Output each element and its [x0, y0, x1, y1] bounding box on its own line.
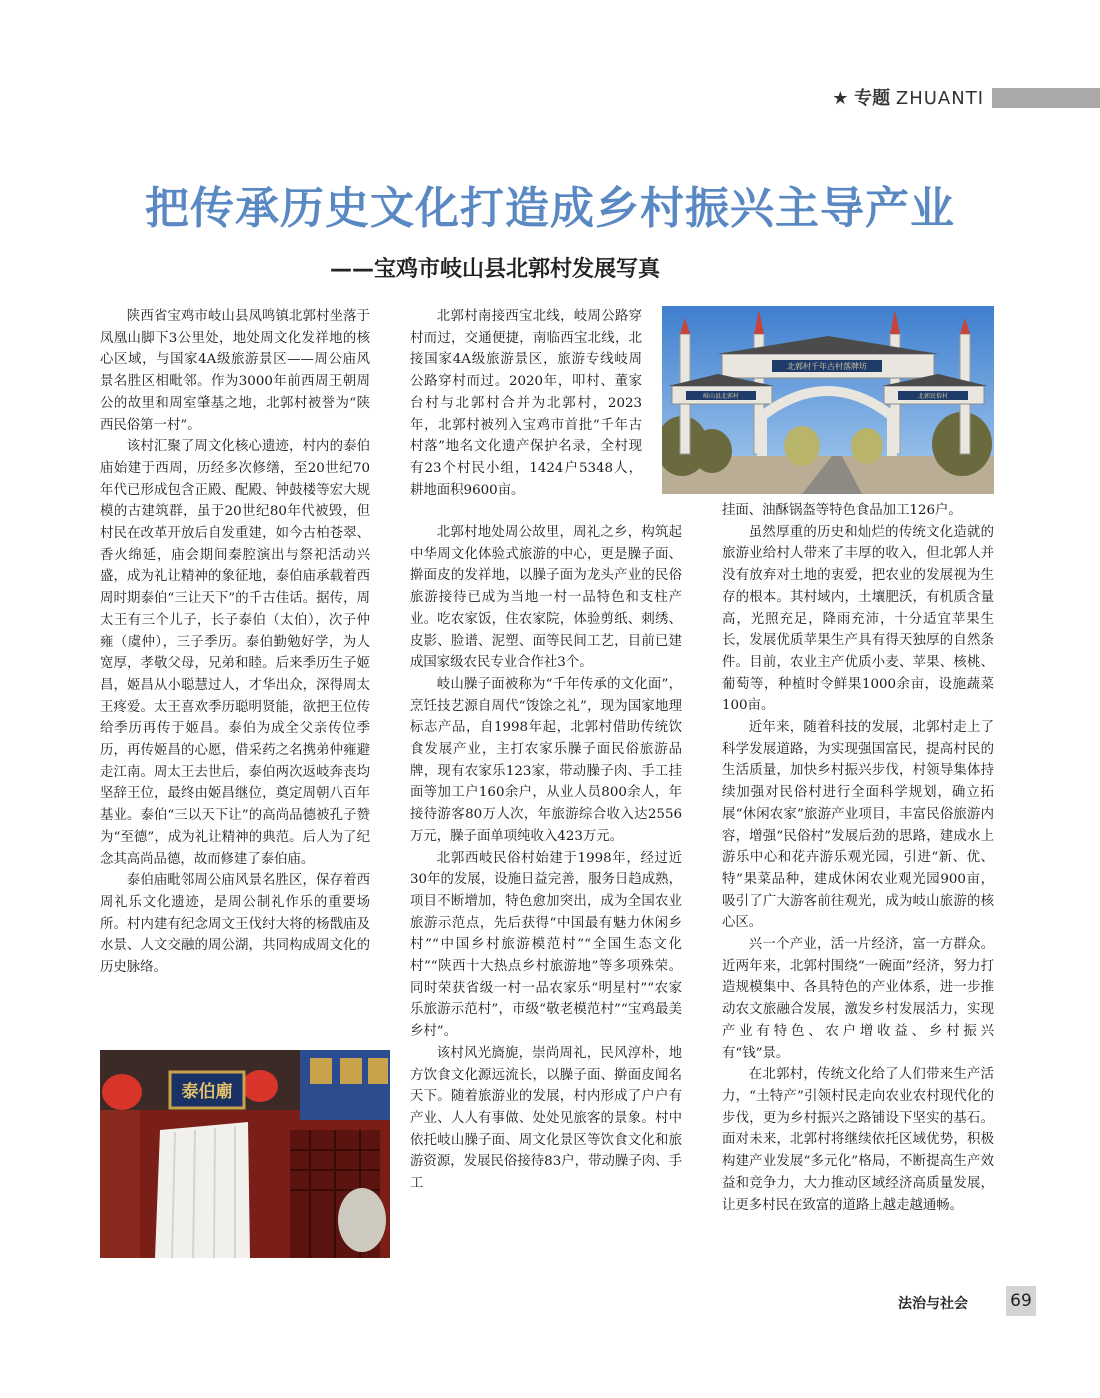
paragraph: 挂面、油酥锅盔等特色食品加工126户。	[722, 503, 962, 518]
gate-left-plaque-text: 岐山县北郭村	[702, 393, 740, 400]
paragraph: 陕西省宝鸡市岐山县凤鸣镇北郭村坐落于凤凰山脚下3公里处，地处周文化发祥地的核心区域，与国家4A级旅游景区——周公庙风景名胜区相毗邻。作为3000年前西周王朝周公的故里和周室肇基之地，北郭村被誉为“陕西民俗第一村”。	[100, 309, 370, 433]
paragraph: 北郭村地处周公故里，周礼之乡，构筑起中华周文化体验式旅游的中心，更是臊子面、擀面皮的发祥地，以臊子面为龙头产业的民俗旅游接待已成为当地一村一品特色和支柱产业。吃农家饭，住农家院，体验剪纸、刺绣、皮影、脸谱、泥塑、面等民间工艺，目前已建成国家级农民专业合作社3个。	[410, 525, 682, 671]
star-icon: ★	[832, 88, 849, 109]
page-number: 69	[1006, 1286, 1036, 1316]
taibo-temple-illustration	[100, 1050, 390, 1258]
column-1	[100, 306, 370, 979]
gate-plaque-text: 北郭村千年古村落牌坊	[787, 362, 867, 371]
column-2-top	[410, 306, 642, 501]
gate-right-plaque-text: 北郭民俗村	[917, 393, 949, 400]
paragraph: 兴一个产业，活一片经济，富一方群众。近两年来，北郭村围绕“一碗面”经济，努力打造规模集中、各具特色的产业体系，进一步推动农文旅融合发展，激发乡村发展活力，实现产业有特色、农户增收益、乡村振兴有“钱”景。	[722, 937, 994, 1061]
column-2	[410, 522, 682, 1195]
paragraph: 该村汇聚了周文化核心遗迹，村内的泰伯庙始建于西周，历经多次修缮，至20世纪70年代已形成包含正殿、配殿、钟鼓楼等宏大规模的古建筑群，虽于20世纪80年代被毁，但村民在改革开放后自发重建，如今古柏苍翠、香火绵延，庙会期间秦腔演出与祭祀活动兴盛，成为礼让精神的象征地，泰伯庙承载着西周时期泰伯“三让天下”的千古佳话。据传，周太王有三个儿子，长子泰伯（太伯），次子仲雍（虞仲），三子季历。泰伯勤勉好学，为人宽厚，孝敬父母，兄弟和睦。后来季历生子姬昌，姬昌从小聪慧过人，才华出众，深得周太王疼爱。太王喜欢季历聪明贤能，欲把王位传给季历再传于姬昌。泰伯为成全父亲传位季历，再传姬昌的心愿，借采药之名携弟仲雍避走江南。周太王去世后，泰伯两次返岐奔丧均坚辞王位，最终由姬昌继位，奠定周朝八百年基业。泰伯“三以天下让”的高尚品德被孔子赞为“至德”，成为礼让精神的典范。后人为了纪念其高尚品德，故而修建了泰伯庙。	[100, 439, 370, 867]
paragraph: 该村风光旖旎，崇尚周礼，民风淳朴，地方饮食文化源远流长，以臊子面、擀面皮闻名天下。随着旅游业的发展，村内形成了户户有产业、人人有事做、处处见旅客的景象。村中依托岐山臊子面、周文化景区等饮食文化和旅游资源，发展民俗接待83户，带动臊子肉、手工	[410, 1045, 682, 1192]
taibo-temple-photo	[100, 1050, 390, 1258]
section-label	[832, 86, 984, 112]
section-name: 专题	[854, 88, 891, 109]
paragraph: 泰伯庙毗邻周公庙风景名胜区，保存着西周礼乐文化遗迹，是周公制礼作乐的重要场所。村内建有纪念周文王伐纣大将的杨戬庙及水景、人文交融的周公湖，共同构成周文化的历史脉络。	[100, 873, 370, 976]
paragraph: 北郭西岐民俗村始建于1998年，经过近30年的发展，设施日益完善，服务日趋成熟，项目不断增加，特色愈加突出，成为全国农业旅游示范点，先后获得“中国最有魅力休闲乡村”“中国乡村旅游模范村”“全国生态文化村”“陕西十大热点乡村旅游地”等多项殊荣。同时荣获省级一村一品农家乐“明星村”“农家乐旅游示范村”，市级“敬老模范村”“宝鸡最美乡村”。	[410, 850, 682, 1040]
section-header	[790, 86, 1100, 112]
paragraph: 虽然厚重的历史和灿烂的传统文化造就的旅游业给村人带来了丰厚的收入，但北郭人并没有放弃对土地的衷爱，把农业的发展视为生存的根本。其村域内，土壤肥沃，有机质含量高，光照充足，降雨充沛，十分适宜苹果生长，发展优质苹果生产具有得天独厚的自然条件。目前，农业主产优质小麦、苹果、核桃、葡萄等，种植时令鲜果1000余亩，设施蔬菜100亩。	[722, 524, 994, 714]
paragraph: 近年来，随着科技的发展，北郭村走上了科学发展道路，为实现强国富民，提高村民的生活质量，加快乡村振兴步伐，村领导集体持续加强对民俗村进行全面科学规划，确立拓展“休闲农家”旅游产业项目，丰富民俗旅游内容，增强“民俗村”发展后劲的思路，建成水上游乐中心和花卉游乐观光园，引进“新、优、特”果菜品种，建成休闲农业观光园900亩，吸引了广大游客前往观光，成为岐山旅游的核心区。	[722, 720, 994, 931]
section-pinyin: ZHUANTI	[895, 88, 984, 109]
paragraph: 在北郭村，传统文化给了人们带来生产活力，“土特产”引领村民走向农业农村现代化的步伐，更为乡村振兴之路铺设下坚实的基石。面对未来，北郭村将继续依托区域优势，积极构建产业发展“多元化”格局，不断提高生产效益和竞争力，大力推动区域经济高质量发展，让更多村民在致富的道路上越走越通畅。	[722, 1067, 994, 1213]
article-title: 把传承历史文化打造成乡村振兴主导产业	[145, 183, 955, 234]
article-subtitle: ——宝鸡市岐山县北郭村发展写真	[330, 257, 661, 282]
paragraph: 岐山臊子面被称为“千年传承的文化面”，烹饪技艺源自周代“馂馀之礼”，现为国家地理标志产品，自1998年起，北郭村借助传统饮食发展产业，主打农家乐臊子面民俗旅游品牌，现有农家乐123家，带动臊子肉、手工挂面等加工户160余户，从业人员800余人，年接待游客80万人次，年旅游综合收入达2556万元，臊子面单项纯收入423万元。	[410, 676, 682, 844]
column-3	[722, 500, 994, 1216]
temple-plaque-text: 泰伯廟	[181, 1082, 233, 1102]
magazine-name: 法治与社会	[898, 1296, 968, 1312]
paragraph: 北郭村南接西宝北线，岐周公路穿村而过，交通便捷，南临西宝北线，北接国家4A级旅游景区，旅游专线岐周公路穿村而过。2020年，叩村、董家台村与北郭村合并为北郭村，2023年，北郭村被列入宝鸡市首批“千年古村落”地名文化遗产保护名录，全村现有23个村民小组，1424户5348人，耕地面积9600亩。	[410, 309, 642, 498]
section-bar	[992, 88, 1100, 108]
village-gate-illustration	[662, 306, 994, 494]
village-gate-photo	[662, 306, 994, 494]
